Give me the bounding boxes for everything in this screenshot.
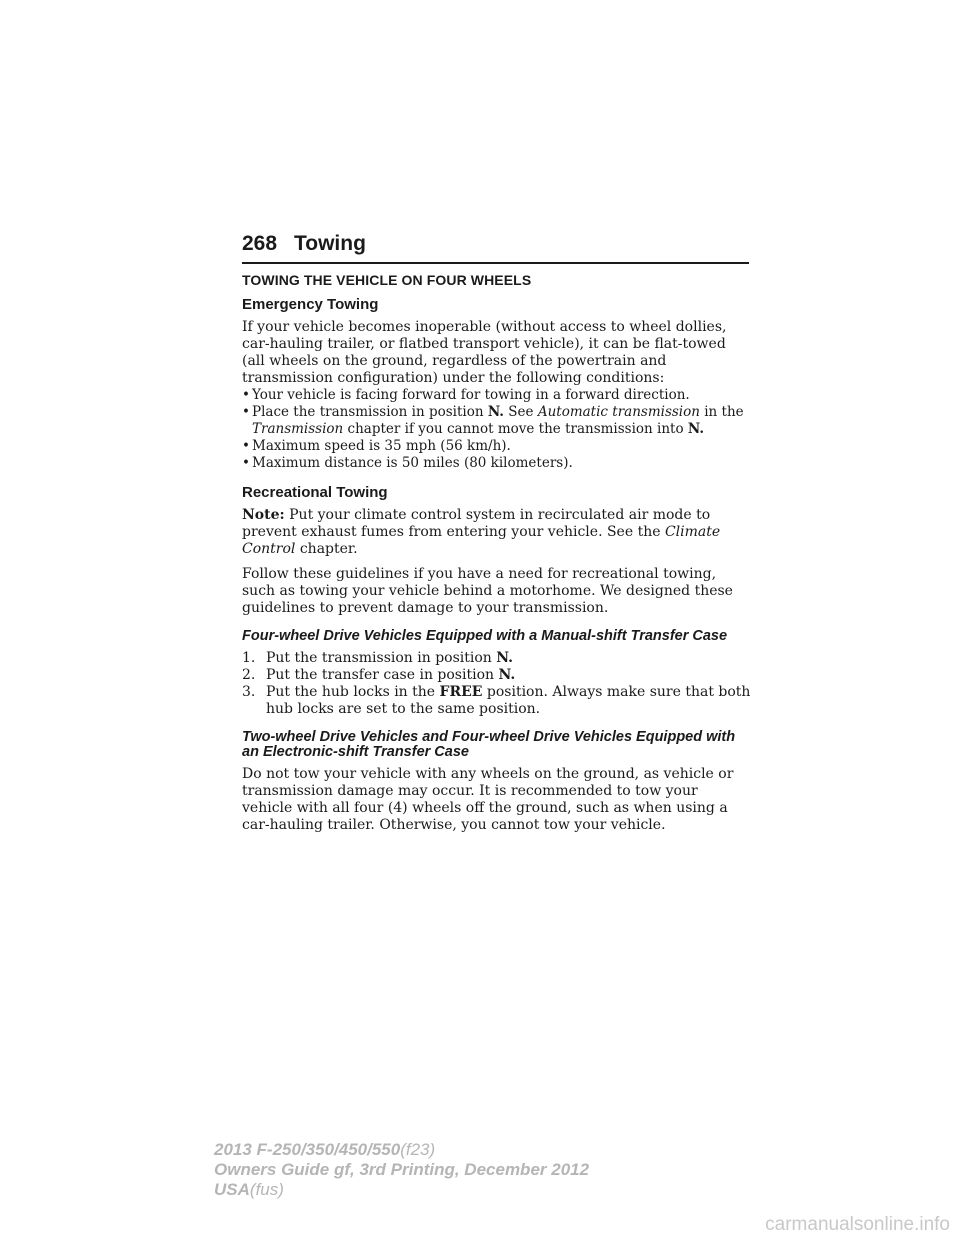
electronic-shift-body: Do not tow your vehicle with any wheels on the ground, as vehicle or transmission damage may occur. It is recommended to tow your vehicle with all four (4) wheels off the ground, such as when using a car-hauling trailer. Otherwise, you cannot tow your vehicle.: [242, 766, 734, 833]
manual-shift-steps: [242, 650, 752, 718]
xref-automatic-transmission: Automatic transmission: [537, 404, 700, 420]
page-header: [242, 228, 749, 264]
list-item: • Maximum speed is 35 mph (56 km/h).: [242, 438, 511, 454]
page-content: [242, 270, 752, 834]
page-number: 268: [242, 232, 278, 255]
watermark: carmanualsonline.info: [765, 1214, 950, 1235]
recreational-towing-heading: Recreational Towing: [242, 484, 388, 501]
list-item: 3. Put the hub locks in the FREE position. Always make sure that both hub locks are set to the same position.: [242, 684, 751, 717]
electronic-shift-heading: Two-wheel Drive Vehicles and Four-wheel Drive Vehicles Equipped with an Electronic-shift Transfer Case: [242, 729, 736, 760]
footer-line-model: 2013 F-250/350/450/550(f23): [214, 1140, 436, 1159]
note-label: Note:: [242, 507, 285, 523]
emergency-conditions-list: [242, 387, 752, 472]
list-item: 1. Put the transmission in position N.: [242, 650, 514, 666]
list-item: 2. Put the transfer case in position N.: [242, 667, 516, 683]
main-heading: TOWING THE VEHICLE ON FOUR WHEELS: [242, 272, 532, 288]
footer-line-region: USA(fus): [214, 1180, 284, 1199]
xref-climate-control: Climate Control: [242, 524, 721, 557]
footer-line-printing: Owners Guide gf, 3rd Printing, December 2012: [214, 1160, 590, 1179]
xref-transmission-chapter: Transmission: [252, 421, 344, 437]
list-item: • Place the transmission in position N. See Automatic transmission in the Transmission chapter if you cannot move the transmission into N.: [242, 404, 744, 437]
recreational-note: Note: Put your climate control system in recirculated air mode to prevent exhaust fumes from entering your vehicle. See the Climate Control chapter.: [242, 507, 721, 557]
footer: [214, 1140, 589, 1200]
manual-shift-heading: Four-wheel Drive Vehicles Equipped with a Manual-shift Transfer Case: [242, 628, 728, 644]
recreational-guidelines: Follow these guidelines if you have a need for recreational towing, such as towing your vehicle behind a motorhome. We designed these guidelines to prevent damage to your transmission.: [242, 566, 733, 616]
emergency-towing-heading: Emergency Towing: [242, 296, 379, 313]
list-item: • Maximum distance is 50 miles (80 kilometers).: [242, 455, 573, 471]
section-title: Towing: [294, 232, 366, 255]
list-item: • Your vehicle is facing forward for towing in a forward direction.: [242, 387, 690, 403]
emergency-intro: If your vehicle becomes inoperable (without access to wheel dollies, car-hauling trailer, or flatbed transport vehicle), it can be flat-towed (all wheels on the ground, regardless of the powertrain and transmission configuration) under the following conditions:: [242, 319, 727, 386]
